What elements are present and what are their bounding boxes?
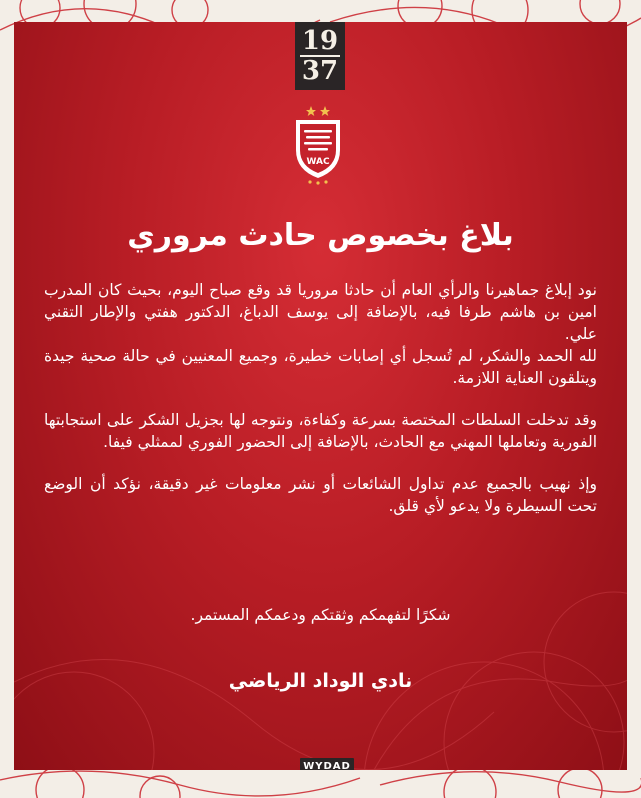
- paragraph-authorities: وقد تدخلت السلطات المختصة بسرعة وكفاءة، ونتوجه لها بجزيل الشكر على استجابتها الفورية وتعاملها المهني مع الحادث، بالإضافة إلى الحضور الفوري لممثلي فيفا.: [44, 411, 597, 451]
- announcement-body: [44, 279, 597, 517]
- announcement-card: [14, 22, 627, 770]
- paragraph-accident: نود إبلاغ جماهيرنا والرأي العام أن حادثا مروريا قد وقع صباح اليوم، بحيث كان المدرب امين بن هاشم طرفا فيه، بالإضافة إلى يوسف الدباغ، الدكتور هفتي والإطار التقني علي.: [44, 281, 597, 343]
- announcement-title: بلاغ بخصوص حادث مروري: [127, 218, 514, 253]
- year-top: 19: [301, 26, 339, 56]
- crest-letters: WAC: [306, 157, 330, 167]
- thanks-text: شكرًا لتفهمكم وثقتكم ودعمكم المستمر.: [190, 606, 451, 624]
- club-signature: نادي الوداد الرياضي: [228, 670, 413, 692]
- paragraph-health: لله الحمد والشكر، لم تُسجل أي إصابات خطيرة، وجميع المعنيين في حالة صحية جيدة ويتلقون العناية اللازمة.: [44, 347, 597, 387]
- founding-year-badge: [295, 22, 345, 90]
- year-bottom: 37: [301, 56, 339, 86]
- club-crest-logo: [286, 104, 350, 186]
- wydad-brand-logo: WYDAD: [300, 758, 354, 770]
- paragraph-rumors: وإذ نهيب بالجميع عدم تداول الشائعات أو نشر معلومات غير دقيقة، نؤكد أن الوضع تحت السيطرة ولا يدعو لأي قلق.: [44, 475, 597, 515]
